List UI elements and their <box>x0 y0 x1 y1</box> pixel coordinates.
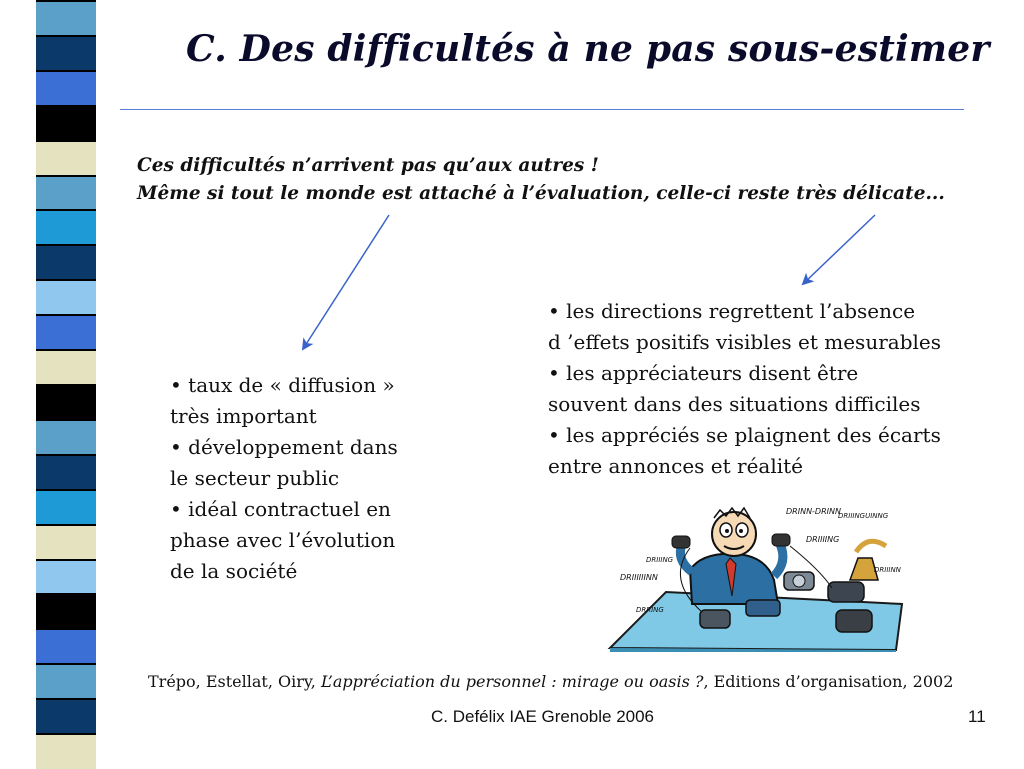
left-bullet-line: phase avec l’évolution <box>170 528 396 552</box>
citation-authors: Trépo, Estellat, Oiry, <box>148 672 321 691</box>
sidebar-stripe <box>36 384 96 420</box>
intro-text <box>137 152 945 208</box>
sidebar-stripe <box>36 279 96 315</box>
ring-label: DRRING <box>636 606 664 614</box>
ring-label: DRIIIING <box>806 535 840 544</box>
left-arrow <box>303 215 389 349</box>
ring-label: DRIIING <box>646 556 674 564</box>
stressed-man-phones-illustration <box>606 500 908 652</box>
sidebar-stripe <box>36 524 96 560</box>
sidebar-stripe <box>36 140 96 176</box>
right-bullet-line: • les appréciateurs disent être <box>548 361 859 385</box>
left-bullet-list <box>170 370 470 587</box>
ring-label: DRIIIIIINN <box>620 573 658 582</box>
right-bullet-line: • les directions regrettent l’absence <box>548 299 916 323</box>
sidebar-stripe <box>36 733 96 769</box>
left-bullet-line: de la société <box>170 559 298 583</box>
right-bullet-line: d ’effets positifs visibles et mesurables <box>548 330 941 354</box>
decorative-sidebar <box>0 0 118 768</box>
left-bullet-line: • idéal contractuel en <box>170 497 391 521</box>
intro-line-1: Ces difficultés n’arrivent pas qu’aux autres ! <box>137 155 599 176</box>
left-bullet-line: le secteur public <box>170 466 340 490</box>
sidebar-stripe <box>36 209 96 245</box>
sidebar-stripe <box>36 35 96 71</box>
citation-book-title: L’appréciation du personnel : mirage ou oasis ? <box>320 672 704 691</box>
sidebar-stripe <box>36 70 96 106</box>
ring-label: DRINN-DRINN <box>786 507 841 516</box>
sidebar-stripe <box>36 0 96 36</box>
ring-label: DRIIINN <box>874 566 901 574</box>
sidebar-stripe <box>36 105 96 141</box>
page-number: 11 <box>968 707 986 726</box>
sidebar-stripe <box>36 419 96 455</box>
citation-publisher: , Editions d’organisation, 2002 <box>703 672 954 691</box>
slide-title: C. Des difficultés à ne pas sous-estimer <box>186 28 990 70</box>
sidebar-stripes <box>36 0 96 768</box>
left-bullet-line: très important <box>170 404 317 428</box>
sidebar-stripe <box>36 454 96 490</box>
sidebar-stripe <box>36 663 96 699</box>
sidebar-stripe <box>36 314 96 350</box>
left-bullet-line: • développement dans <box>170 435 398 459</box>
right-bullet-line: • les appréciés se plaignent des écarts <box>548 423 941 447</box>
sidebar-stripe <box>36 593 96 629</box>
sidebar-stripe <box>36 349 96 385</box>
right-arrow <box>803 215 875 284</box>
sidebar-stripe <box>36 698 96 734</box>
sidebar-stripe <box>36 175 96 211</box>
citation <box>148 672 953 691</box>
sidebar-stripe <box>36 559 96 595</box>
sidebar-stripe <box>36 244 96 280</box>
footer-text: C. Defélix IAE Grenoble 2006 <box>431 707 655 726</box>
ring-label: DRIIINGUINNG <box>838 512 889 520</box>
sidebar-stripe <box>36 628 96 664</box>
title-underline <box>120 109 964 110</box>
right-bullet-line: entre annonces et réalité <box>548 454 803 478</box>
sidebar-stripe <box>36 489 96 525</box>
right-bullet-line: souvent dans des situations difficiles <box>548 392 921 416</box>
intro-line-2: Même si tout le monde est attaché à l’évaluation, celle-ci reste très délicate... <box>137 183 945 204</box>
left-bullet-line: • taux de « diffusion » <box>170 373 395 397</box>
right-bullet-list <box>548 296 1008 482</box>
